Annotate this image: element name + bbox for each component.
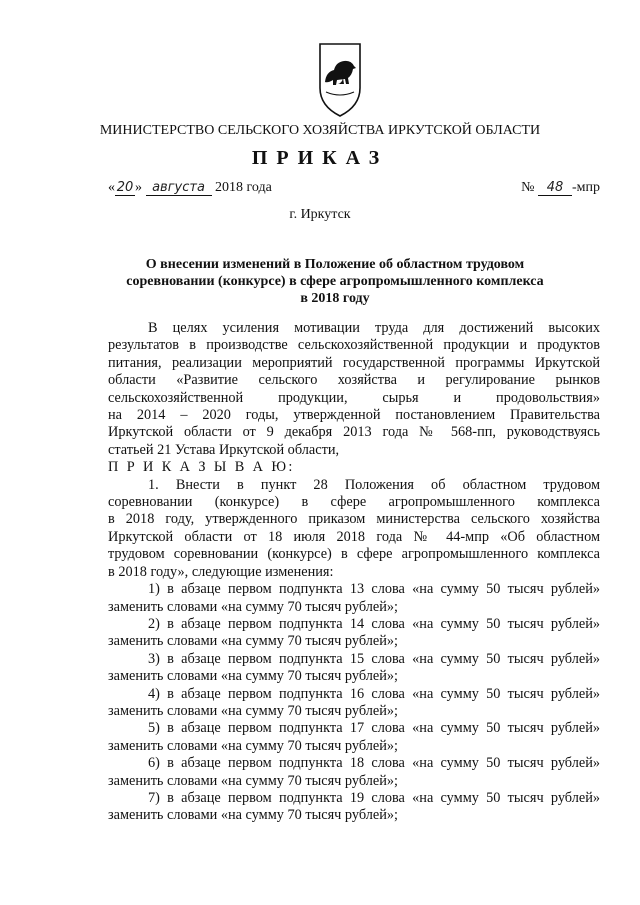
- item1-line: трудовом соревновании (конкурсе) в сфере агропромышленного комплекса: [108, 546, 600, 563]
- subitem-line: заменить словами «на сумму 70 тысяч рублей»;: [108, 702, 398, 719]
- preamble-line: В целях усиления мотивации труда для достижений высоких: [148, 320, 600, 336]
- ministry-name: МИНИСТЕРСТВО СЕЛЬСКОГО ХОЗЯЙСТВА ИРКУТСКОЙ ОБЛАСТИ: [99, 123, 541, 138]
- document-type-title: ПРИКАЗ: [251, 147, 389, 169]
- subitem-line: 1) в абзаце первом подпункта 13 слова «на сумму 50 тысяч рублей»: [148, 581, 600, 598]
- date-open-quote: «: [108, 180, 115, 195]
- subitem-line: 7) в абзаце первом подпункта 19 слова «на сумму 50 тысяч рублей»: [148, 789, 600, 806]
- subitem-line: заменить словами «на сумму 70 тысяч рублей»;: [108, 598, 398, 615]
- subitem-line: заменить словами «на сумму 70 тысяч рублей»;: [108, 807, 398, 824]
- date-year: 2018 года: [215, 180, 272, 195]
- subitem-line: 3) в абзаце первом подпункта 15 слова «на сумму 50 тысяч рублей»: [148, 650, 600, 667]
- preamble-line: области «Развитие сельского хозяйства и регулирование рынков: [108, 372, 600, 389]
- subject-line: соревновании (конкурсе) в сфере агропромышленного комплекса: [126, 274, 544, 289]
- subitem-line: заменить словами «на сумму 70 тысяч рублей»;: [108, 633, 398, 650]
- preamble-line: сельскохозяйственной продукции, сырья и продовольствия»: [108, 389, 600, 406]
- subitem-line: 6) в абзаце первом подпункта 18 слова «на сумму 50 тысяч рублей»: [148, 755, 600, 772]
- item1-line: Иркутской области от 18 июля 2018 года № 44-мпр «Об областном: [108, 528, 600, 545]
- item1-line: соревновании (конкурсе) в сфере агропромышленного комплекса: [108, 494, 600, 511]
- date-close-quote: »: [135, 180, 142, 195]
- subject-line: в 2018 году: [300, 291, 370, 306]
- item1-line: в 2018 году, утвержденного приказом министерства сельского хозяйства: [108, 511, 600, 528]
- order-number: [521, 180, 600, 196]
- order-subject: [120, 256, 550, 307]
- subitem-line: 2) в абзаце первом подпункта 14 слова «на сумму 50 тысяч рублей»: [148, 615, 600, 632]
- date-day: 20: [116, 180, 134, 195]
- order-body: [108, 320, 600, 825]
- number-suffix: -мпр: [571, 180, 600, 195]
- subitem-line: заменить словами «на сумму 70 тысяч рублей»;: [108, 668, 398, 685]
- order-date: [108, 180, 272, 196]
- coat-of-arms-icon: [318, 42, 362, 118]
- city: г. Иркутск: [289, 207, 351, 222]
- preamble-line: Иркутской области от 9 декабря 2013 года № 568-пп, руководствуясь: [108, 424, 600, 441]
- preamble-line: результатов в производстве сельскохозяйственной продукции и продуктов: [108, 337, 600, 354]
- subitem-line: заменить словами «на сумму 70 тысяч рублей»;: [108, 772, 398, 789]
- date-month: августа: [146, 180, 212, 196]
- item1-line: 1. Внести в пункт 28 Положения об областном трудовом: [148, 476, 600, 493]
- number-prefix: №: [521, 180, 535, 195]
- subitem-line: 4) в абзаце первом подпункта 16 слова «на сумму 50 тысяч рублей»: [148, 685, 600, 702]
- item1-line: в 2018 году», следующие изменения:: [108, 563, 334, 580]
- subitem-line: 5) в абзаце первом подпункта 17 слова «на сумму 50 тысяч рублей»: [148, 720, 600, 737]
- order-directive: П Р И К А З Ы В А Ю:: [108, 459, 295, 476]
- preamble-line: статьей 21 Устава Иркутской области,: [108, 441, 340, 458]
- subitem-line: заменить словами «на сумму 70 тысяч рублей»;: [108, 737, 398, 754]
- preamble-line: на 2014 – 2020 годы, утвержденной постановлением Правительства: [108, 407, 600, 424]
- number-value: 48: [538, 180, 572, 196]
- subject-line: О внесении изменений в Положение об областном трудовом: [145, 257, 525, 272]
- preamble-line: питания, реализации мероприятий государственной программы Иркутской: [108, 354, 600, 371]
